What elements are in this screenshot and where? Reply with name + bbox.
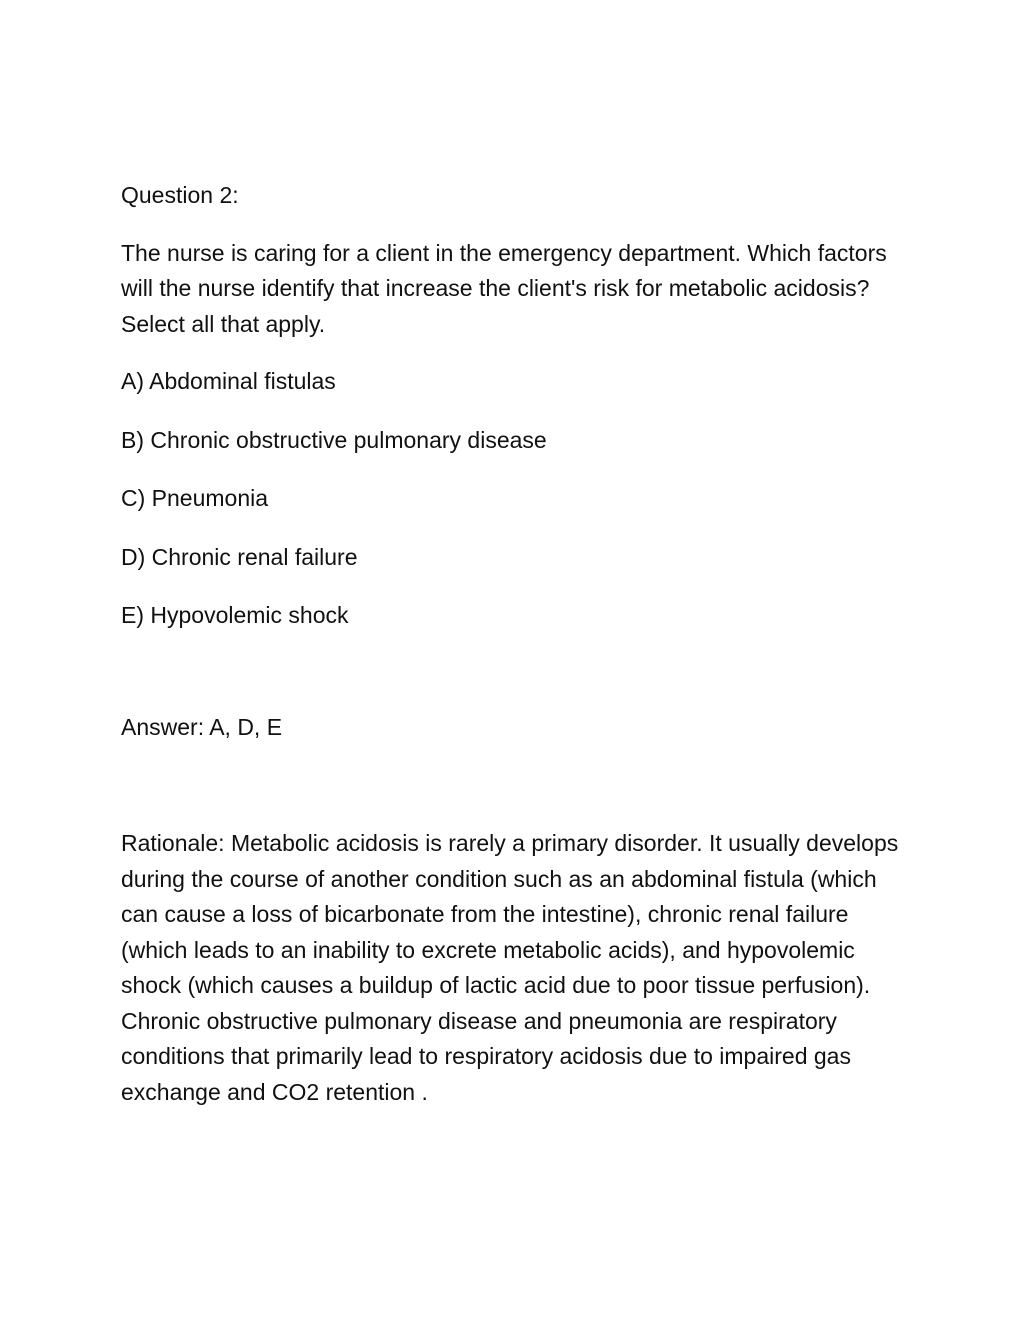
answer-options — [121, 364, 901, 634]
answer-text: Answer: A, D, E — [121, 713, 283, 740]
document-content — [121, 178, 901, 1110]
question-heading: Question 2: — [121, 182, 239, 208]
option-e: E) Hypovolemic shock — [121, 602, 349, 628]
option-c: C) Pneumonia — [121, 485, 269, 511]
question-text: The nurse is caring for a client in the emergency department. Which factors will the nurse identify that increase the client's risk for metabolic acidosis? Select all that apply. — [121, 239, 887, 337]
option-a: A) Abdominal fistulas — [121, 368, 336, 394]
option-b: B) Chronic obstructive pulmonary disease — [121, 426, 547, 453]
option-d: D) Chronic renal failure — [121, 543, 358, 570]
rationale-text: Rationale: Metabolic acidosis is rarely a primary disorder. It usually develops during the course of another condition such as an abdominal fistula (which can cause a loss of bicarbonate from the intestine), chronic renal failure (which leads to an inability to excrete metabolic acids), and hypovolemic shock (which causes a buildup of lactic acid due to poor tissue perfusion). Chronic obstructive pulmonary disease and pneumonia are respiratory conditions that primarily lead to respiratory acidosis due to impaired gas exchange and CO2 retention . — [121, 830, 899, 1105]
